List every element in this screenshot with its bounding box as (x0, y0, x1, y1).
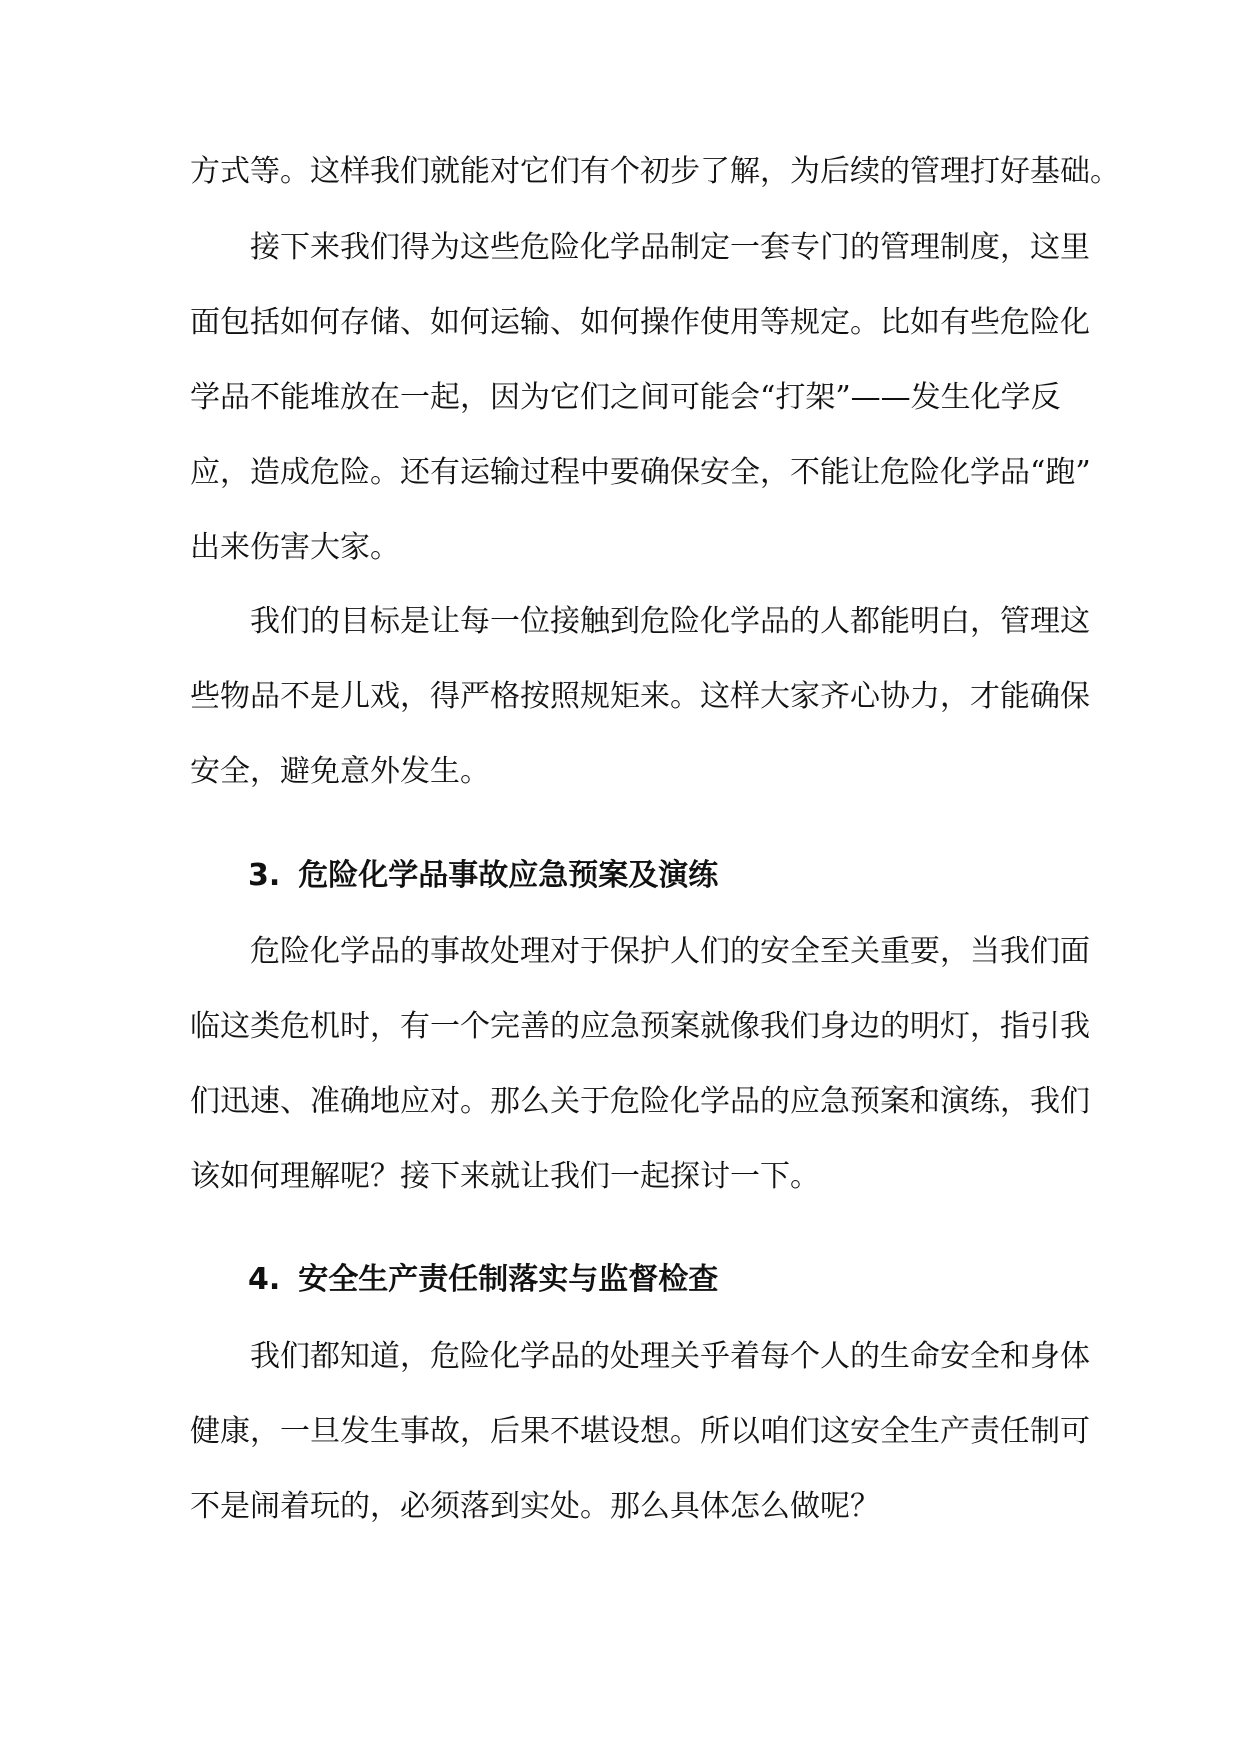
paragraph-line: 我们都知道，危险化学品的处理关乎着每个人的生命安全和身体 (250, 1339, 1090, 1374)
section-title: 安全生产责任制落实与监督检查 (298, 1262, 719, 1297)
paragraph-line: 应，造成危险。还有运输过程中要确保安全，不能让危险化学品“跑” (190, 455, 1091, 490)
section-title: 危险化学品事故应急预案及演练 (298, 858, 719, 893)
paragraph-line: 危险化学品的事故处理对于保护人们的安全至关重要，当我们面 (250, 934, 1090, 969)
paragraph-line: 方式等。这样我们就能对它们有个初步了解，为后续的管理打好基础。 (190, 154, 1120, 189)
paragraph-line: 学品不能堆放在一起，因为它们之间可能会“打架”——发生化学反 (190, 380, 1061, 415)
paragraph-line: 出来伤害大家。 (190, 530, 400, 565)
section-number: 3. (248, 858, 281, 893)
section-heading (0, 856, 1241, 896)
paragraph-line: 些物品不是儿戏，得严格按照规矩来。这样大家齐心协力，才能确保 (190, 679, 1090, 714)
section-number: 4. (248, 1262, 281, 1297)
paragraph-line: 们迅速、准确地应对。那么关于危险化学品的应急预案和演练，我们 (190, 1084, 1090, 1119)
paragraph-line: 该如何理解呢？接下来就让我们一起探讨一下。 (190, 1159, 820, 1194)
paragraph-line: 健康，一旦发生事故，后果不堪设想。所以咱们这安全生产责任制可 (190, 1414, 1090, 1449)
paragraph-line: 临这类危机时，有一个完善的应急预案就像我们身边的明灯，指引我 (190, 1009, 1090, 1044)
paragraph-line: 面包括如何存储、如何运输、如何操作使用等规定。比如有些危险化 (190, 305, 1090, 340)
paragraph-line: 我们的目标是让每一位接触到危险化学品的人都能明白，管理这 (250, 604, 1090, 639)
paragraph-line: 不是闹着玩的，必须落到实处。那么具体怎么做呢？ (190, 1489, 880, 1524)
paragraph-line: 安全，避免意外发生。 (190, 754, 490, 789)
paragraph-line: 接下来我们得为这些危险化学品制定一套专门的管理制度，这里 (250, 230, 1090, 265)
section-heading (0, 1260, 1241, 1300)
